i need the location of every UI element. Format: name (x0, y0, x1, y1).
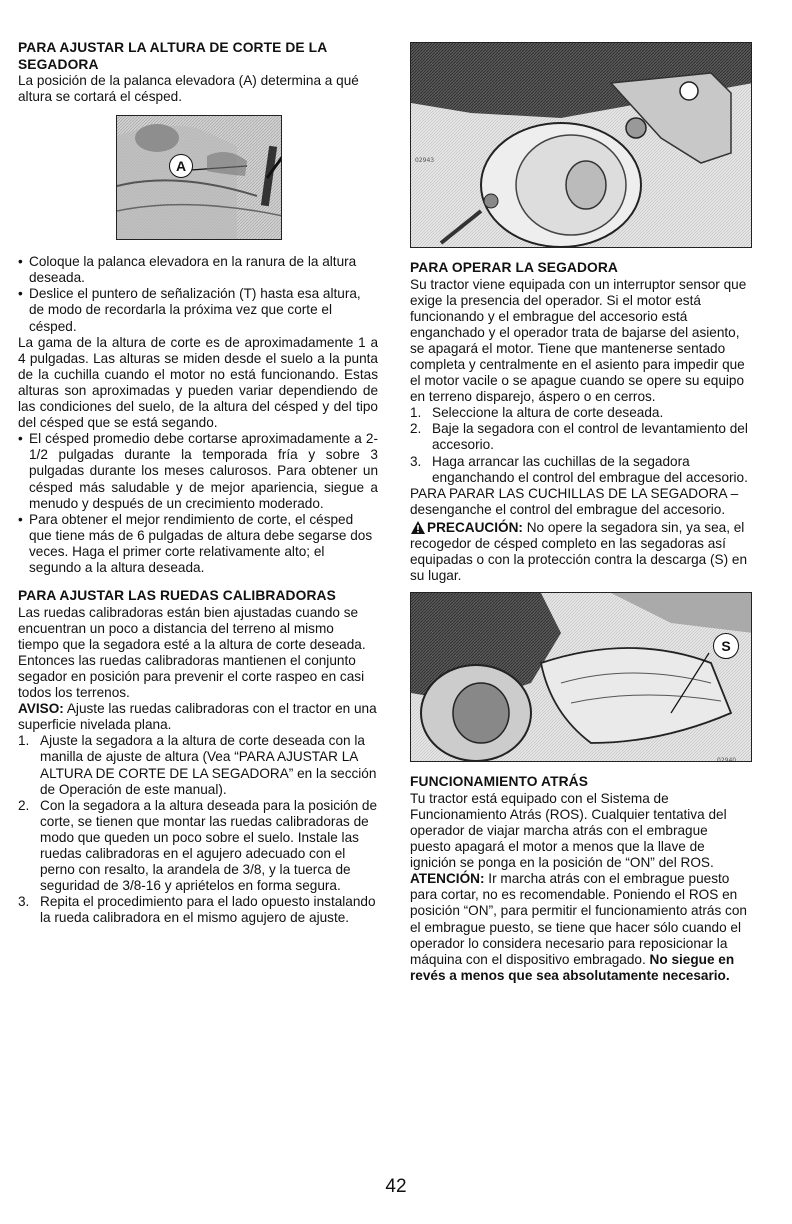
gauge-wheel-illustration (411, 43, 752, 248)
list-item: 3. Haga arrancar las cuchillas de la segadora enganchando el control del embrague del accesorio. (410, 453, 748, 485)
list-item: 1. Seleccione la altura de corte deseada. (410, 405, 664, 421)
list-item: • El césped promedio debe cortarse aproximadamente a 2-1/2 pulgadas durante la temporada fría y sobre 3 pulgadas durante los meses calurosos. Para obtener un césped más saludable y de mejor apariencia, siegue a menudo y después de un crecimiento moderado. (18, 431, 378, 511)
atencion-bold-text: No siegue en revés a menos que sea absolutamente necesario. (410, 951, 735, 983)
warning-icon (410, 520, 426, 535)
stop-blades-paragraph: PARA PARAR LAS CUCHILLAS DE LA SEGADORA – desenganche el control del embrague del accesorio. (410, 485, 739, 517)
cut-height-intro: La posición de la palanca elevadora (A) determina a qué altura se cortará el césped. (18, 73, 359, 105)
heading-cut-height: PARA AJUSTAR LA ALTURA DE CORTE DE LA SEGADORA (18, 40, 327, 72)
mowing-tips-bullets (18, 431, 378, 576)
callout-a: A (169, 154, 193, 178)
figure-lift-lever (116, 115, 282, 240)
atencion-text: Ir marcha atrás con el embrague puesto para cortar, no es recomendable. Poniendo el ROS en posición “ON”, para permitir el funcionamiento atrás con el embrague puesto, se tiene que hacer sólo cuando el operador lo considera necesario para reposicionar la máquina con el dispositivo embragado. (410, 871, 747, 967)
list-item: 2. Con la segadora a la altura deseada para la posición de corte, se tienen que montar las ruedas calibradoras de modo que queden un poco sobre el suelo. Instale las ruedas calibradoras en el agujero adecuado con el perno con resalto, la arandela de 3/8, y la tuerca de seguridad de 3/8-16 y apriételos en forma segura. (18, 797, 378, 894)
callout-s: S (713, 633, 739, 659)
figure-gauge-wheel (410, 42, 752, 248)
operate-steps (410, 405, 750, 485)
aviso-label: AVISO: (18, 701, 64, 717)
right-column (410, 42, 750, 984)
atencion-label: ATENCIÓN: (410, 871, 485, 887)
atencion-paragraph (410, 871, 750, 984)
lift-lever-bullets (18, 254, 378, 334)
list-item: • Coloque la palanca elevadora en la ranura de la altura deseada. (18, 254, 378, 286)
ros-paragraph: Tu tractor está equipado con el Sistema de Funcionamiento Atrás (ROS). Cualquier tentativa del operador de viajar marcha atrás con el embrague puesto apagará el motor a menos que la llave de ignición se ponga en la posición de “ON” del ROS. (410, 790, 727, 871)
caution-paragraph (410, 520, 750, 584)
list-item: 1. Ajuste la segadora a la altura de corte deseada con la manilla de ajuste de altura (Vea “PARA AJUSTAR LA ALTURA DE CORTE DE LA SEGADORA” en la sección de Operación de este manual). (18, 733, 377, 797)
list-item: 3. Repita el procedimiento para el lado opuesto instalando la rueda calibradora en el mismo agujero de ajuste. (18, 894, 376, 926)
list-item: • Deslice el puntero de señalización (T) hasta esa altura, de modo de recordarla la próxima vez que corte el césped. (18, 286, 378, 334)
list-item: 2. Baje la segadora con el control de levantamiento del accesorio. (410, 421, 748, 453)
left-column (18, 40, 378, 926)
page-number: 42 (385, 1176, 407, 1197)
figure-discharge-guard (410, 592, 752, 762)
heading-gauge-wheels: PARA AJUSTAR LAS RUEDAS CALIBRADORAS (18, 588, 336, 604)
operate-paragraph: Su tractor viene equipada con un interruptor sensor que exige la presencia del operador. Si el motor está funcionando y el embrague del accesorio está enganchado y el operador trata de bajarse del asiento, se apagará el motor. Tiene que mantenerse sentado completa y centralmente en el asiento para impedir que el motor vacile o se apague cuando se opere su equipo en terreno disparejo, áspero o en cerros. (410, 276, 747, 405)
caution-label: PRECAUCIÓN: (427, 519, 523, 535)
caution-text: No opere la segadora sin, ya sea, el recogedor de césped completo en las segadoras así equipadas o con la protección contra la descarga (S) en su lugar. (410, 519, 748, 584)
aviso-text: Ajuste las ruedas calibradoras con el tractor en una superficie nivelada plana. (18, 701, 377, 733)
gauge-wheel-steps (18, 733, 378, 926)
cut-range-paragraph: La gama de la altura de corte es de aproximadamente 1 a 4 pulgadas. Las alturas se miden desde el suelo a la punta de la cuchilla cuando el motor no está funcionando. Estas alturas son aproximadas y pueden variar dependiendo de las condiciones del suelo, de la altura del césped y del tipo del césped que se está segando. (18, 334, 378, 431)
figure-code: 02940 (717, 757, 737, 763)
heading-reverse-operation: FUNCIONAMIENTO ATRÁS (410, 774, 589, 790)
lift-lever-illustration (117, 116, 282, 240)
figure-code: 02943 (415, 157, 435, 164)
heading-operate-mower: PARA OPERAR LA SEGADORA (410, 260, 618, 275)
gauge-wheels-paragraph: Las ruedas calibradoras están bien ajustadas cuando se encuentran un poco a distancia del terreno al mismo tiempo que la segadora esté a la altura de corte deseada. Entonces las ruedas calibradoras mantienen el conjunto segador en posición para prevenir el corte raspeo en casi todos los terrenos. (18, 604, 366, 701)
discharge-guard-illustration (411, 593, 752, 762)
aviso-paragraph (18, 701, 378, 733)
list-item: • Para obtener el mejor rendimiento de corte, el césped que tiene más de 6 pulgadas de altura debe segarse dos veces. Haga el primer corte relativamente alto; el segundo a la altura deseada. (18, 512, 378, 576)
